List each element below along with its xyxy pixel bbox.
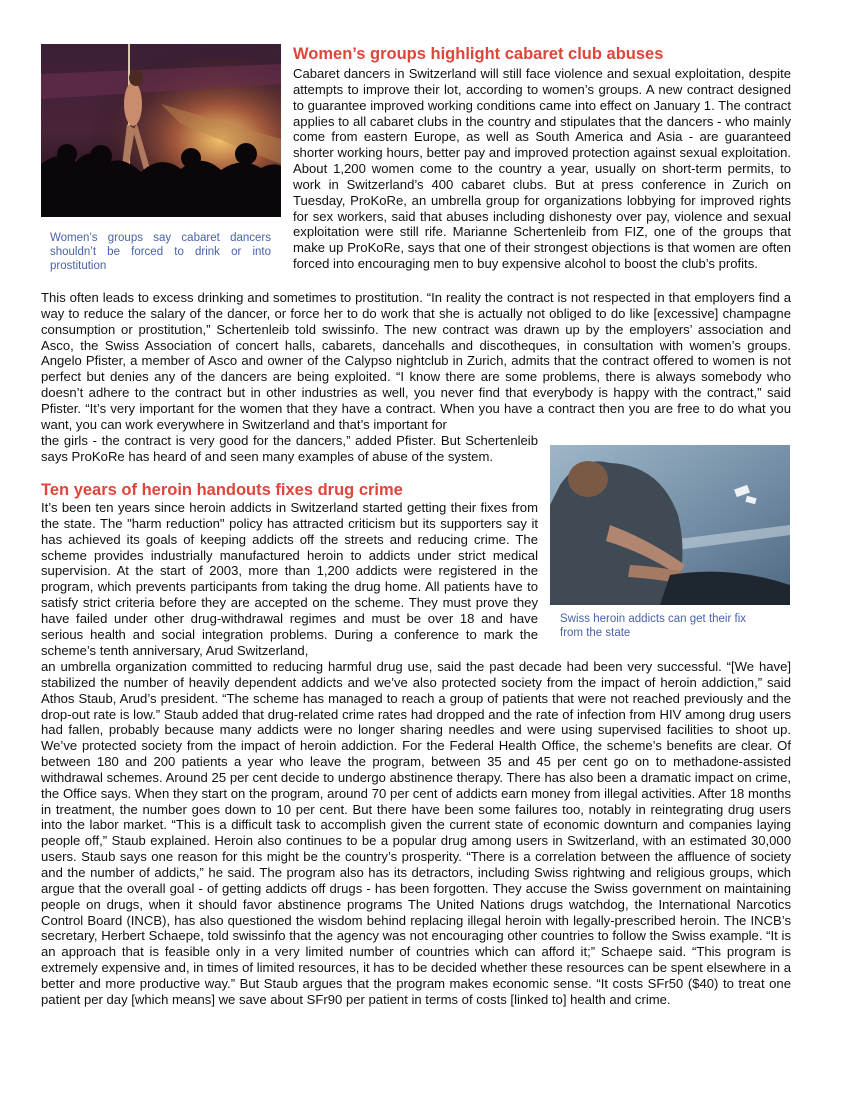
article-1-body-narrow: the girls - the contract is very good for the dancers,” added Pfister. But Schertenleib says ProKoRe has heard of and seen many examples of abuse of the system. [41, 433, 538, 464]
article-1-body-beside-photo: Cabaret dancers in Switzerland will still face violence and sexual exploitation, despite attempts to improve their lot, according to women’s groups. A new contract designed to guarantee improved working conditions came into effect on January 1. The contract applies to all cabaret clubs in the country and stipulates that the dancers - who mainly come from eastern Europe, as well as South America and Asia - are guaranteed shorter working hours, better pay and improved protection against sexual exploitation. About 1,200 women come to the country a year, usually on short-term permits, to work in Switzerland’s 400 cabaret clubs. But at press conference in Zurich on Tuesday, ProKoRe, an umbrella group for organizations lobbying for improved rights for sex workers, said that abuses including dishonesty over pay, violence and sexual exploitation were still rife. Marianne Schertenleib from FIZ, one of the groups that make up ProKoRe, says that one of their strongest objections is that women are often forced into encouraging men to buy expensive alcohol to boost the club’s profits. [293, 66, 791, 272]
cabaret-dancer-photo [41, 44, 281, 217]
article-2-body-narrow: It’s been ten years since heroin addicts in Switzerland started getting their fixes from the state. The "harm reduction" policy has attracted criticism but its supporters say it has achieved its goals of keeping addicts off the streets and reducing crime. The scheme provides industrially manufactured heroin to addicts under strict medical supervision. At the start of 2003, more than 1,200 addicts were registered in the program, which prevents participants from taking the drug home. All patients have to satisfy strict criteria before they are accepted on the scheme. They must prove they have failed under other drug-withdrawal regimes and must be over 18 and have serious health and social integration problems. During a conference to mark the scheme’s tenth anniversary, Arud Switzerland, [41, 500, 538, 658]
cabaret-photo-caption: Women’s groups say cabaret dancers shouldn’t be forced to drink or into prostitution [50, 232, 271, 272]
article-1-body-full-width: This often leads to excess drinking and sometimes to prostitution. “In reality the contract is not respected in that employers find a way to reduce the salary of the dancer, or force her to do work that she is actually not obliged to do like [excessive] champagne consumption or prostitution,” Schertenleib told swissinfo. The new contract was drawn up by the employers’ association and Asco, the Swiss Association of concert halls, cabarets, dancehalls and discotheques, in consultation with women’s groups. Angelo Pfister, a member of Asco and owner of the Calypso nightclub in Zurich, admits that the contract offered to women is not perfect but denies any of the dancers are being exploited. “I know there are some problems, there is always somebody who doesn’t adhere to the contract but in other industries as well, you never find that everybody is happy with the contract,” said Pfister. “It’s very important for the women that they have a contract. When you have a contract then you are free to do what you want, you can work everywhere in Switzerland and that’s important for [41, 290, 791, 432]
article-2-headline: Ten years of heroin handouts fixes drug crime [41, 481, 403, 499]
addict-photo-caption: Swiss heroin addicts can get their fix from the state [560, 613, 747, 639]
article-1-headline: Women’s groups highlight cabaret club abuses [293, 45, 664, 63]
article-2-body-full-width: an umbrella organization committed to reducing harmful drug use, said the past decade had been very successful. “[We have] stabilized the number of heavily dependent addicts and we’ve also protected society from the impact of heroin addiction,” said Athos Staub, Arud’s president. “The scheme has managed to reach a group of patients that were not reached previously and the drop-out rate is low.” Staub added that drug-related crime rates had dropped and the rate of infection from HIV among drug users had fallen, probably because many addicts were no longer sharing needles and were using supervised facilities to shoot up. We’ve protected society from the impact of heroin addiction. For the Federal Health Office, the scheme’s benefits are clear. Of between 180 and 200 patients a year who leave the program, between 35 and 45 per cent go on to methadone-assisted withdrawal schemes. Around 25 per cent decide to undergo abstinence therapy. There has also been a dramatic impact on crime, the Office says. When they start on the program, around 70 per cent of addicts earn money from illegal activities. After 18 months in treatment, the number goes down to 10 per cent. But there have been some failures too, notably in reintegrating drug users into the labor market. “This is a difficult task to accomplish given the current state of economic downturn and companies laying people off,” Staub explained. Heroin also continues to be a popular drug among users in Switzerland, with an estimated 30,000 users. Staub says one reason for this might be the country’s prosperity. “There is a correlation between the affluence of society and the number of addicts,” he said. The program also has its detractors, including Swiss rightwing and religious groups, which argue that the overall goal - of getting addicts off drugs - has been forgotten. They accuse the Swiss government on maintaining people on drugs, when it should favor abstinence programs The United Nations drugs watchdog, the International Narcotics Control Board (INCB), has also questioned the wisdom behind replacing illegal heroin with legally-prescribed heroin. The INCB’s secretary, Herbert Schaepe, told swissinfo that the agency was not encouraging other countries to follow the Swiss example. “It is an approach that is feasible only in a very limited number of countries which can afford it;” Schaepe said. “This program is extremely expensive and, in times of limited resources, it has to be decided whether these resources can be spent elsewhere in a better and more productive way.” But Staub argues that the program makes economic sense. “It costs SFr50 ($40) to treat one patient per day [which means] we save about SFr90 per patient in terms of costs [linked to] health and crime. [41, 659, 791, 1007]
heroin-addict-photo [550, 445, 790, 605]
